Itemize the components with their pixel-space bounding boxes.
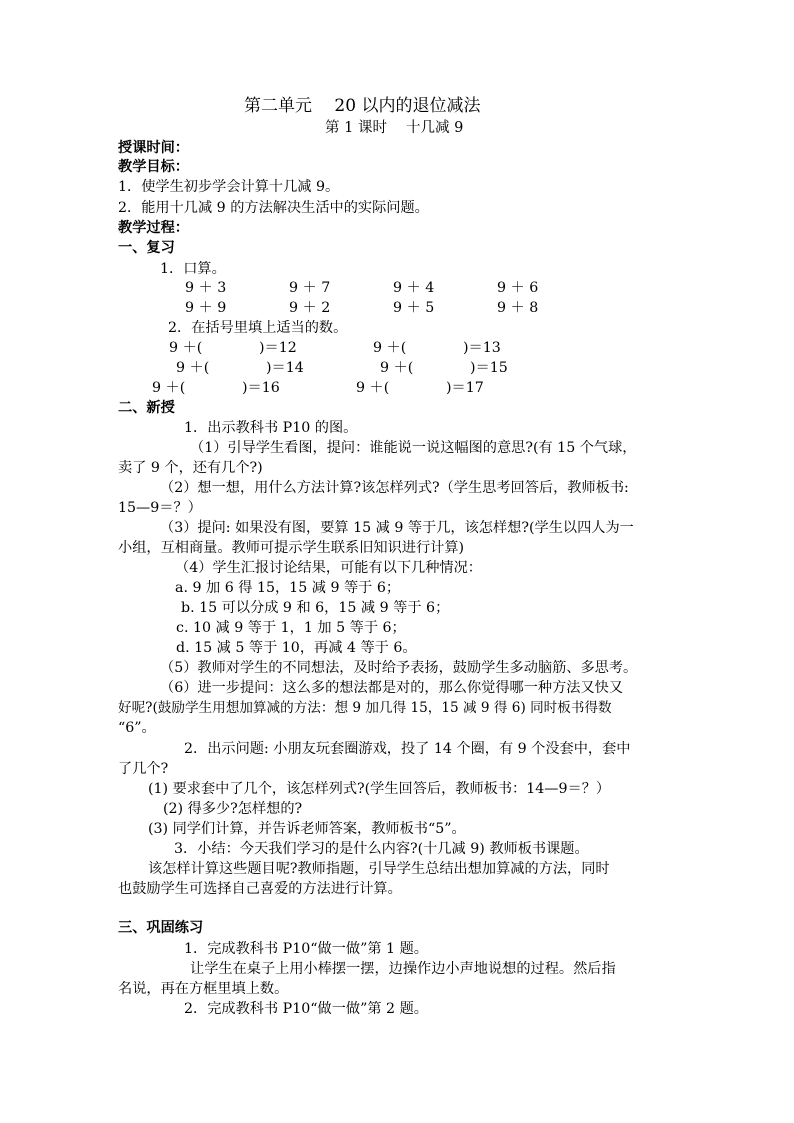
oral-cell: 9 ＋ 3 (185, 280, 227, 296)
case-item: b. 15 可以分成 9 和 6，15 减 9 等于 6； (181, 600, 450, 616)
new-item-2: 2．出示问题: 小朋友玩套圈游戏，投了 14 个圈，有 9 个没套中，套中 (184, 741, 631, 757)
heading-review: 一、复习 (118, 240, 175, 256)
paragraph: （2）想一想，用什么方法计算?该怎样列式?（学生思考回答后，教师板书: (160, 480, 629, 496)
heading-new: 二、新授 (118, 400, 175, 416)
paragraph: （4）学生汇报讨论结果，可能有以下几种情况： (175, 560, 482, 576)
oral-cell: 9 ＋ 2 (289, 300, 331, 316)
fill-item: 9 ＋( )＝16 (152, 380, 280, 396)
case-item: a. 9 加 6 得 15，15 减 9 等于 6； (175, 580, 401, 596)
paragraph: 了几个? (118, 761, 169, 777)
paragraph: （6）进一步提问：这么多的想法都是对的，那么你觉得哪一种方法又快又 (160, 680, 624, 696)
oral-cell: 9 ＋ 5 (393, 300, 435, 316)
review-item-1: 1．口算。 (160, 261, 226, 277)
fill-item: 9 ＋( )＝15 (380, 360, 508, 376)
question-item: (1) 要求套中了几个，该怎样列式?(学生回答后，教师板书：14—9＝？） (148, 781, 611, 797)
paragraph: （1）引导学生看图，提问：谁能说一说这幅图的意思?(有 15 个气球， (190, 440, 637, 456)
case-item: c. 10 减 9 等于 1，1 加 5 等于 6； (176, 620, 406, 636)
oral-cell: 9 ＋ 9 (185, 300, 227, 316)
oral-cell: 9 ＋ 6 (497, 280, 539, 296)
paragraph: 小组，互相商量。教师可提示学生联系旧知识进行计算) (118, 540, 465, 556)
paragraph: （5）教师对学生的不同想法，及时给予表扬，鼓励学生多动脑筋、多思考。 (160, 660, 638, 676)
oral-cell: 9 ＋ 8 (497, 300, 539, 316)
fill-item: 9 ＋( )＝14 (176, 360, 304, 376)
heading-time: 授课时间： (118, 140, 189, 156)
goal-2: 2．能用十几减 9 的方法解决生活中的实际问题。 (118, 200, 429, 216)
heading-goals: 教学目标： (118, 159, 189, 175)
heading-process: 教学过程： (118, 220, 189, 236)
new-item-3: 3．小结：今天我们学习的是什么内容?(十几减 9) 教师板书课题。 (174, 841, 589, 857)
page-subtitle: 第 1 课时 十几减 9 (325, 120, 464, 136)
paragraph: 卖了 9 个，还有几个?) (118, 460, 263, 476)
new-item-1: 1．出示教科书 P10 的图。 (184, 420, 358, 436)
fill-item: 9 ＋( )＝12 (169, 340, 297, 356)
practice-item-1: 1．完成教科书 P10“做一做”第 1 题。 (184, 941, 428, 957)
paragraph: 好呢?(鼓励学生用想加算减的方法：想 9 加几得 15，15 减 9 得 6) 同时板书得数 (118, 700, 612, 716)
heading-practice: 三、巩固练习 (118, 920, 204, 936)
fill-item: 9 ＋( )＝17 (356, 380, 484, 396)
paragraph: 该怎样计算这些题目呢?教师指题，引导学生总结出想加算减的方法，同时 (148, 861, 610, 877)
page-title: 第二单元 20 以内的退位减法 (244, 96, 481, 116)
fill-item: 9 ＋( )＝13 (373, 340, 501, 356)
goal-1: 1．使学生初步学会计算十几减 9。 (118, 179, 340, 195)
practice-item-2: 2．完成教科书 P10“做一做”第 2 题。 (184, 1001, 428, 1017)
paragraph: “6”。 (118, 720, 156, 736)
paragraph: 让学生在桌子上用小棒摆一摆，边操作边小声地说想的过程。然后指 (190, 961, 616, 977)
paragraph: 也鼓励学生可选择自己喜爱的方法进行计算。 (118, 881, 402, 897)
paragraph: 15—9＝？） (118, 500, 202, 516)
oral-cell: 9 ＋ 7 (289, 280, 331, 296)
paragraph: 名说，再在方框里填上数。 (118, 981, 289, 997)
question-item: (3) 同学们计算，并告诉老师答案，教师板书“5”。 (148, 821, 466, 837)
oral-cell: 9 ＋ 4 (393, 280, 435, 296)
review-item-2: 2．在括号里填上适当的数。 (168, 320, 348, 336)
case-item: d. 15 减 5 等于 10，再减 4 等于 6。 (176, 640, 417, 656)
paragraph: （3）提问: 如果没有图，要算 15 减 9 等于几，该怎样想?(学生以四人为一 (160, 520, 634, 536)
question-item: (2) 得多少?怎样想的? (163, 801, 303, 817)
